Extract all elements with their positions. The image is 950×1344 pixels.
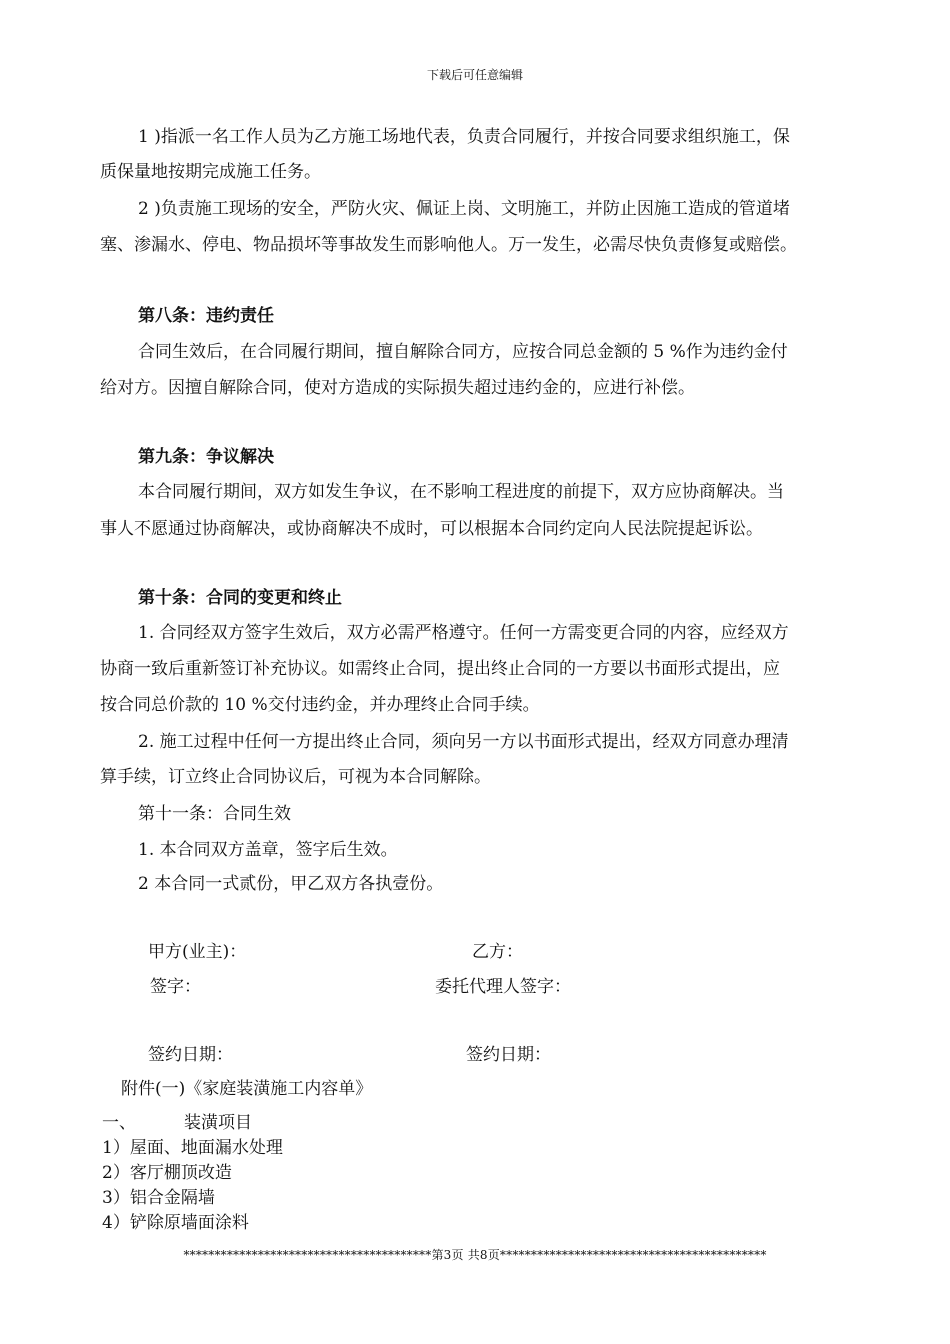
- section-number: 一、: [102, 1113, 136, 1133]
- clause11-title: 第十一条：合同生效: [138, 804, 291, 824]
- clause10-title: 第十条：合同的变更和终止: [138, 588, 342, 608]
- party-b-date-label: 签约日期：: [466, 1045, 551, 1065]
- page-footer: ****************************************第3页 共8页*******************************************: [183, 1248, 767, 1262]
- clause8-line2: 给对方。因擅自解除合同，使对方造成的实际损失超过违约金的，应进行补偿。: [100, 378, 695, 398]
- party-b-label: 乙方：: [472, 942, 523, 962]
- clause7-item2-line2: 塞、渗漏水、停电、物品损坏等事故发生而影响他人。万一发生，必需尽快负责修复或赔偿。: [100, 235, 797, 255]
- attachment-title: 附件(一)《家庭装潢施工内容单》: [121, 1079, 373, 1099]
- clause10-item1-line1: 1. 合同经双方签字生效后，双方必需严格遵守。任何一方需变更合同的内容，应经双方: [138, 623, 789, 643]
- list-item: 1）屋面、地面漏水处理: [102, 1138, 283, 1158]
- list-item: 4）铲除原墙面涂料: [102, 1213, 249, 1233]
- clause7-item1-line2: 质保量地按期完成施工任务。: [100, 162, 321, 182]
- clause10-item1-line3: 按合同总价款的 10 %交付违约金，并办理终止合同手续。: [100, 695, 540, 715]
- clause7-item2-line1: 2 )负责施工现场的安全，严防火灾、佩证上岗、文明施工，并防止因施工造成的管道堵: [138, 199, 790, 219]
- list-item: 3）铝合金隔墙: [102, 1188, 215, 1208]
- clause9-line1: 本合同履行期间，双方如发生争议，在不影响工程进度的前提下，双方应协商解决。当: [138, 482, 784, 502]
- party-a-signature-label: 签字：: [150, 977, 201, 997]
- clause10-item2-line1: 2. 施工过程中任何一方提出终止合同，须向另一方以书面形式提出，经双方同意办理清: [138, 732, 789, 752]
- section-title: 装潢项目: [184, 1113, 252, 1133]
- clause8-line1: 合同生效后，在合同履行期间，擅自解除合同方，应按合同总金额的 5 %作为违约金付: [138, 342, 788, 362]
- clause10-item1-line2: 协商一致后重新签订补充协议。如需终止合同，提出终止合同的一方要以书面形式提出，应: [100, 659, 780, 679]
- clause11-item2: 2 本合同一式贰份，甲乙双方各执壹份。: [138, 874, 444, 894]
- list-item: 2）客厅棚顶改造: [102, 1163, 232, 1183]
- party-a-date-label: 签约日期：: [148, 1045, 233, 1065]
- party-a-label: 甲方(业主)：: [148, 942, 247, 962]
- clause9-title: 第九条：争议解决: [138, 447, 274, 467]
- clause9-line2: 事人不愿通过协商解决，或协商解决不成时，可以根据本合同约定向人民法院提起诉讼。: [100, 519, 763, 539]
- clause8-title: 第八条：违约责任: [138, 306, 274, 326]
- clause11-item1: 1. 本合同双方盖章，签字后生效。: [138, 840, 398, 860]
- party-b-agent-signature-label: 委托代理人签字：: [435, 977, 571, 997]
- page-header: 下载后可任意编辑: [426, 68, 523, 82]
- clause7-item1-line1: 1 )指派一名工作人员为乙方施工场地代表，负责合同履行，并按合同要求组织施工，保: [138, 127, 790, 147]
- clause10-item2-line2: 算手续，订立终止合同协议后，可视为本合同解除。: [100, 767, 491, 787]
